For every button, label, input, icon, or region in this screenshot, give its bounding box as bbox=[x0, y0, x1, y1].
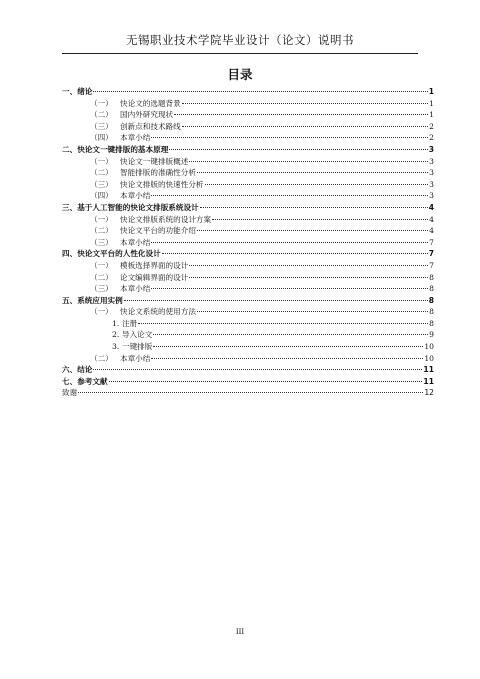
toc-entry-title: 本章小结 bbox=[120, 353, 151, 363]
toc-dot-leader bbox=[197, 230, 428, 231]
toc-entry-number: （四） bbox=[90, 133, 113, 143]
toc-entry[interactable] bbox=[62, 214, 434, 226]
toc-entry-number: （三） bbox=[90, 179, 113, 189]
toc-entry[interactable] bbox=[62, 144, 434, 156]
toc-entry[interactable] bbox=[62, 202, 434, 214]
toc-dot-leader bbox=[93, 91, 427, 92]
toc-entry-title: 基于人工智能的快论文排版系统设计 bbox=[77, 202, 199, 212]
toc-dot-leader bbox=[151, 195, 428, 196]
toc-entry-page: 7 bbox=[429, 260, 434, 270]
toc-entry-title: 快论文系统的使用方法 bbox=[120, 307, 196, 317]
toc-entry-page: 3 bbox=[429, 179, 434, 189]
toc-dot-leader bbox=[182, 103, 428, 104]
toc-dot-leader bbox=[169, 149, 427, 150]
toc-entry-number: （三） bbox=[90, 121, 113, 131]
toc-entry-title: 快论文的选题背景 bbox=[120, 98, 181, 108]
toc-entry-title: 致谢 bbox=[62, 388, 78, 398]
toc-entry[interactable] bbox=[62, 190, 434, 202]
toc-entry-title: 导入论文 bbox=[122, 330, 153, 340]
toc-entry[interactable] bbox=[62, 179, 434, 191]
toc-dot-leader bbox=[200, 207, 428, 208]
toc-entry-page: 7 bbox=[428, 249, 434, 259]
toc-dot-leader bbox=[212, 219, 428, 220]
toc-entry-title: 本章小结 bbox=[120, 237, 151, 247]
toc-entry-title: 模板选择界面的设计 bbox=[120, 260, 189, 270]
toc-entry[interactable] bbox=[62, 272, 434, 284]
toc-entry-page: 3 bbox=[429, 156, 434, 166]
toc-entry[interactable] bbox=[62, 98, 434, 110]
header-divider bbox=[62, 53, 418, 54]
toc-entry-title: 快论文排版系统的设计方案 bbox=[120, 214, 212, 224]
toc-dot-leader bbox=[151, 288, 428, 289]
toc-entry-number: 1. bbox=[112, 318, 120, 328]
toc-entry-number: 二、 bbox=[62, 144, 78, 154]
toc-entry-page: 1 bbox=[429, 110, 434, 120]
toc-entry[interactable] bbox=[62, 109, 434, 121]
toc-entry-number: （一） bbox=[90, 156, 113, 166]
toc-entry-page: 8 bbox=[429, 318, 434, 328]
toc-entry-number: （二） bbox=[90, 110, 113, 120]
toc-entry-page: 8 bbox=[428, 295, 434, 305]
toc-entry[interactable] bbox=[62, 329, 434, 341]
toc-entry-number: （三） bbox=[90, 284, 113, 294]
toc-entry[interactable] bbox=[62, 156, 434, 168]
toc-dot-leader bbox=[189, 161, 428, 162]
toc-entry-number: （二） bbox=[90, 353, 113, 363]
toc-entry[interactable] bbox=[62, 283, 434, 295]
toc-entry-number: （二） bbox=[90, 272, 113, 282]
toc-entry-page: 8 bbox=[429, 272, 434, 282]
toc-entry-title: 绪论 bbox=[77, 87, 93, 96]
toc-entry-number: 四、 bbox=[62, 249, 78, 259]
toc-entry[interactable] bbox=[62, 132, 434, 144]
toc-entry-number: 六、 bbox=[62, 365, 78, 375]
toc-entry-number: 2. bbox=[112, 330, 120, 340]
toc-entry-page: 10 bbox=[424, 342, 434, 352]
toc-dot-leader bbox=[124, 300, 428, 301]
toc-entry-title: 智能排版的准确性分析 bbox=[120, 168, 196, 178]
toc-entry[interactable] bbox=[62, 167, 434, 179]
toc-entry-title: 快论文平台的功能介绍 bbox=[120, 226, 196, 236]
toc-entry[interactable] bbox=[62, 376, 434, 388]
toc-entry-title: 快论文一键排版概述 bbox=[120, 156, 189, 166]
toc-entry-page: 1 bbox=[428, 87, 434, 96]
toc-entry-title: 参考文献 bbox=[77, 376, 108, 386]
page-number: III bbox=[235, 628, 245, 636]
toc-dot-leader bbox=[153, 334, 428, 335]
toc-entry-page: 11 bbox=[423, 376, 434, 386]
toc-dot-leader bbox=[109, 381, 423, 382]
toc-entry-number: 一、 bbox=[62, 87, 78, 96]
toc-entry-page: 11 bbox=[423, 365, 434, 375]
toc-entry-title: 本章小结 bbox=[120, 284, 151, 294]
toc-entry-page: 4 bbox=[429, 214, 434, 224]
toc-entry-number: （三） bbox=[90, 237, 113, 247]
toc-entry-title: 创新点和技术路线 bbox=[120, 121, 181, 131]
toc-entry-page: 3 bbox=[429, 191, 434, 201]
toc-entry-page: 4 bbox=[428, 202, 434, 212]
toc-entry-title: 快论文一键排版的基本原理 bbox=[77, 144, 169, 154]
toc-dot-leader bbox=[197, 172, 428, 173]
toc-dot-leader bbox=[93, 369, 422, 370]
toc-entry-number: 五、 bbox=[62, 295, 78, 305]
toc-dot-leader bbox=[205, 184, 429, 185]
toc-entry[interactable] bbox=[62, 306, 434, 318]
toc-entry-page: 8 bbox=[429, 284, 434, 294]
toc-entry-number: 3. bbox=[112, 342, 120, 352]
running-header: 无锡职业技术学院毕业设计（论文）说明书 bbox=[126, 33, 354, 47]
toc-entry-page: 12 bbox=[424, 388, 434, 398]
toc-entry[interactable] bbox=[62, 318, 434, 330]
toc-entry-number: （二） bbox=[90, 168, 113, 178]
toc-dot-leader bbox=[189, 277, 428, 278]
toc-dot-leader bbox=[182, 126, 428, 127]
toc-entry-page: 4 bbox=[429, 226, 434, 236]
toc-entry-title: 结论 bbox=[77, 365, 93, 375]
toc-entry[interactable] bbox=[62, 387, 434, 399]
toc-entry-number: （一） bbox=[90, 260, 113, 270]
toc-entry[interactable] bbox=[62, 237, 434, 249]
toc-dot-leader bbox=[153, 346, 423, 347]
table-of-contents bbox=[62, 86, 434, 399]
toc-entry-title: 本章小结 bbox=[120, 133, 151, 143]
toc-dot-leader bbox=[162, 253, 428, 254]
toc-entry-page: 3 bbox=[429, 168, 434, 178]
toc-entry-number: 七、 bbox=[62, 376, 78, 386]
toc-entry-title: 国内外研究现状 bbox=[120, 110, 174, 120]
toc-entry[interactable] bbox=[62, 341, 434, 353]
toc-entry[interactable] bbox=[62, 295, 434, 307]
toc-dot-leader bbox=[189, 265, 428, 266]
toc-dot-leader bbox=[151, 358, 423, 359]
toc-entry-title: 注册 bbox=[122, 318, 138, 328]
toc-entry-page: 1 bbox=[429, 98, 434, 108]
toc-dot-leader bbox=[174, 114, 428, 115]
toc-entry-number: （一） bbox=[90, 98, 113, 108]
toc-entry-page: 2 bbox=[429, 121, 434, 131]
toc-entry-page: 10 bbox=[424, 353, 434, 363]
page-title: 目录 bbox=[227, 67, 253, 82]
toc-entry[interactable] bbox=[62, 86, 434, 98]
toc-entry-title: 本章小结 bbox=[120, 191, 151, 201]
toc-entry[interactable] bbox=[62, 364, 434, 376]
toc-entry-number: 三、 bbox=[62, 202, 78, 212]
toc-dot-leader bbox=[151, 137, 428, 138]
toc-dot-leader bbox=[197, 311, 428, 312]
toc-dot-leader bbox=[78, 392, 423, 393]
toc-dot-leader bbox=[138, 323, 428, 324]
toc-entry[interactable] bbox=[62, 260, 434, 272]
toc-entry-number: （一） bbox=[90, 214, 113, 224]
toc-entry-page: 8 bbox=[429, 307, 434, 317]
toc-entry-number: （四） bbox=[90, 191, 113, 201]
toc-entry-page: 9 bbox=[429, 330, 434, 340]
toc-entry-title: 论文编辑界面的设计 bbox=[120, 272, 189, 282]
toc-entry[interactable] bbox=[62, 121, 434, 133]
toc-entry-title: 系统应用实例 bbox=[77, 295, 123, 305]
toc-entry-page: 2 bbox=[429, 133, 434, 143]
toc-entry-number: （二） bbox=[90, 226, 113, 236]
toc-entry-title: 一键排版 bbox=[122, 342, 153, 352]
toc-entry-page: 3 bbox=[428, 144, 434, 154]
toc-entry-title: 快论文平台的人性化设计 bbox=[77, 249, 161, 259]
toc-dot-leader bbox=[151, 242, 428, 243]
toc-entry[interactable] bbox=[62, 225, 434, 237]
toc-entry-number: （一） bbox=[90, 307, 113, 317]
toc-entry[interactable] bbox=[62, 353, 434, 365]
toc-entry-title: 快论文排版的快速性分析 bbox=[120, 179, 204, 189]
toc-entry[interactable] bbox=[62, 248, 434, 260]
toc-entry-page: 7 bbox=[429, 237, 434, 247]
